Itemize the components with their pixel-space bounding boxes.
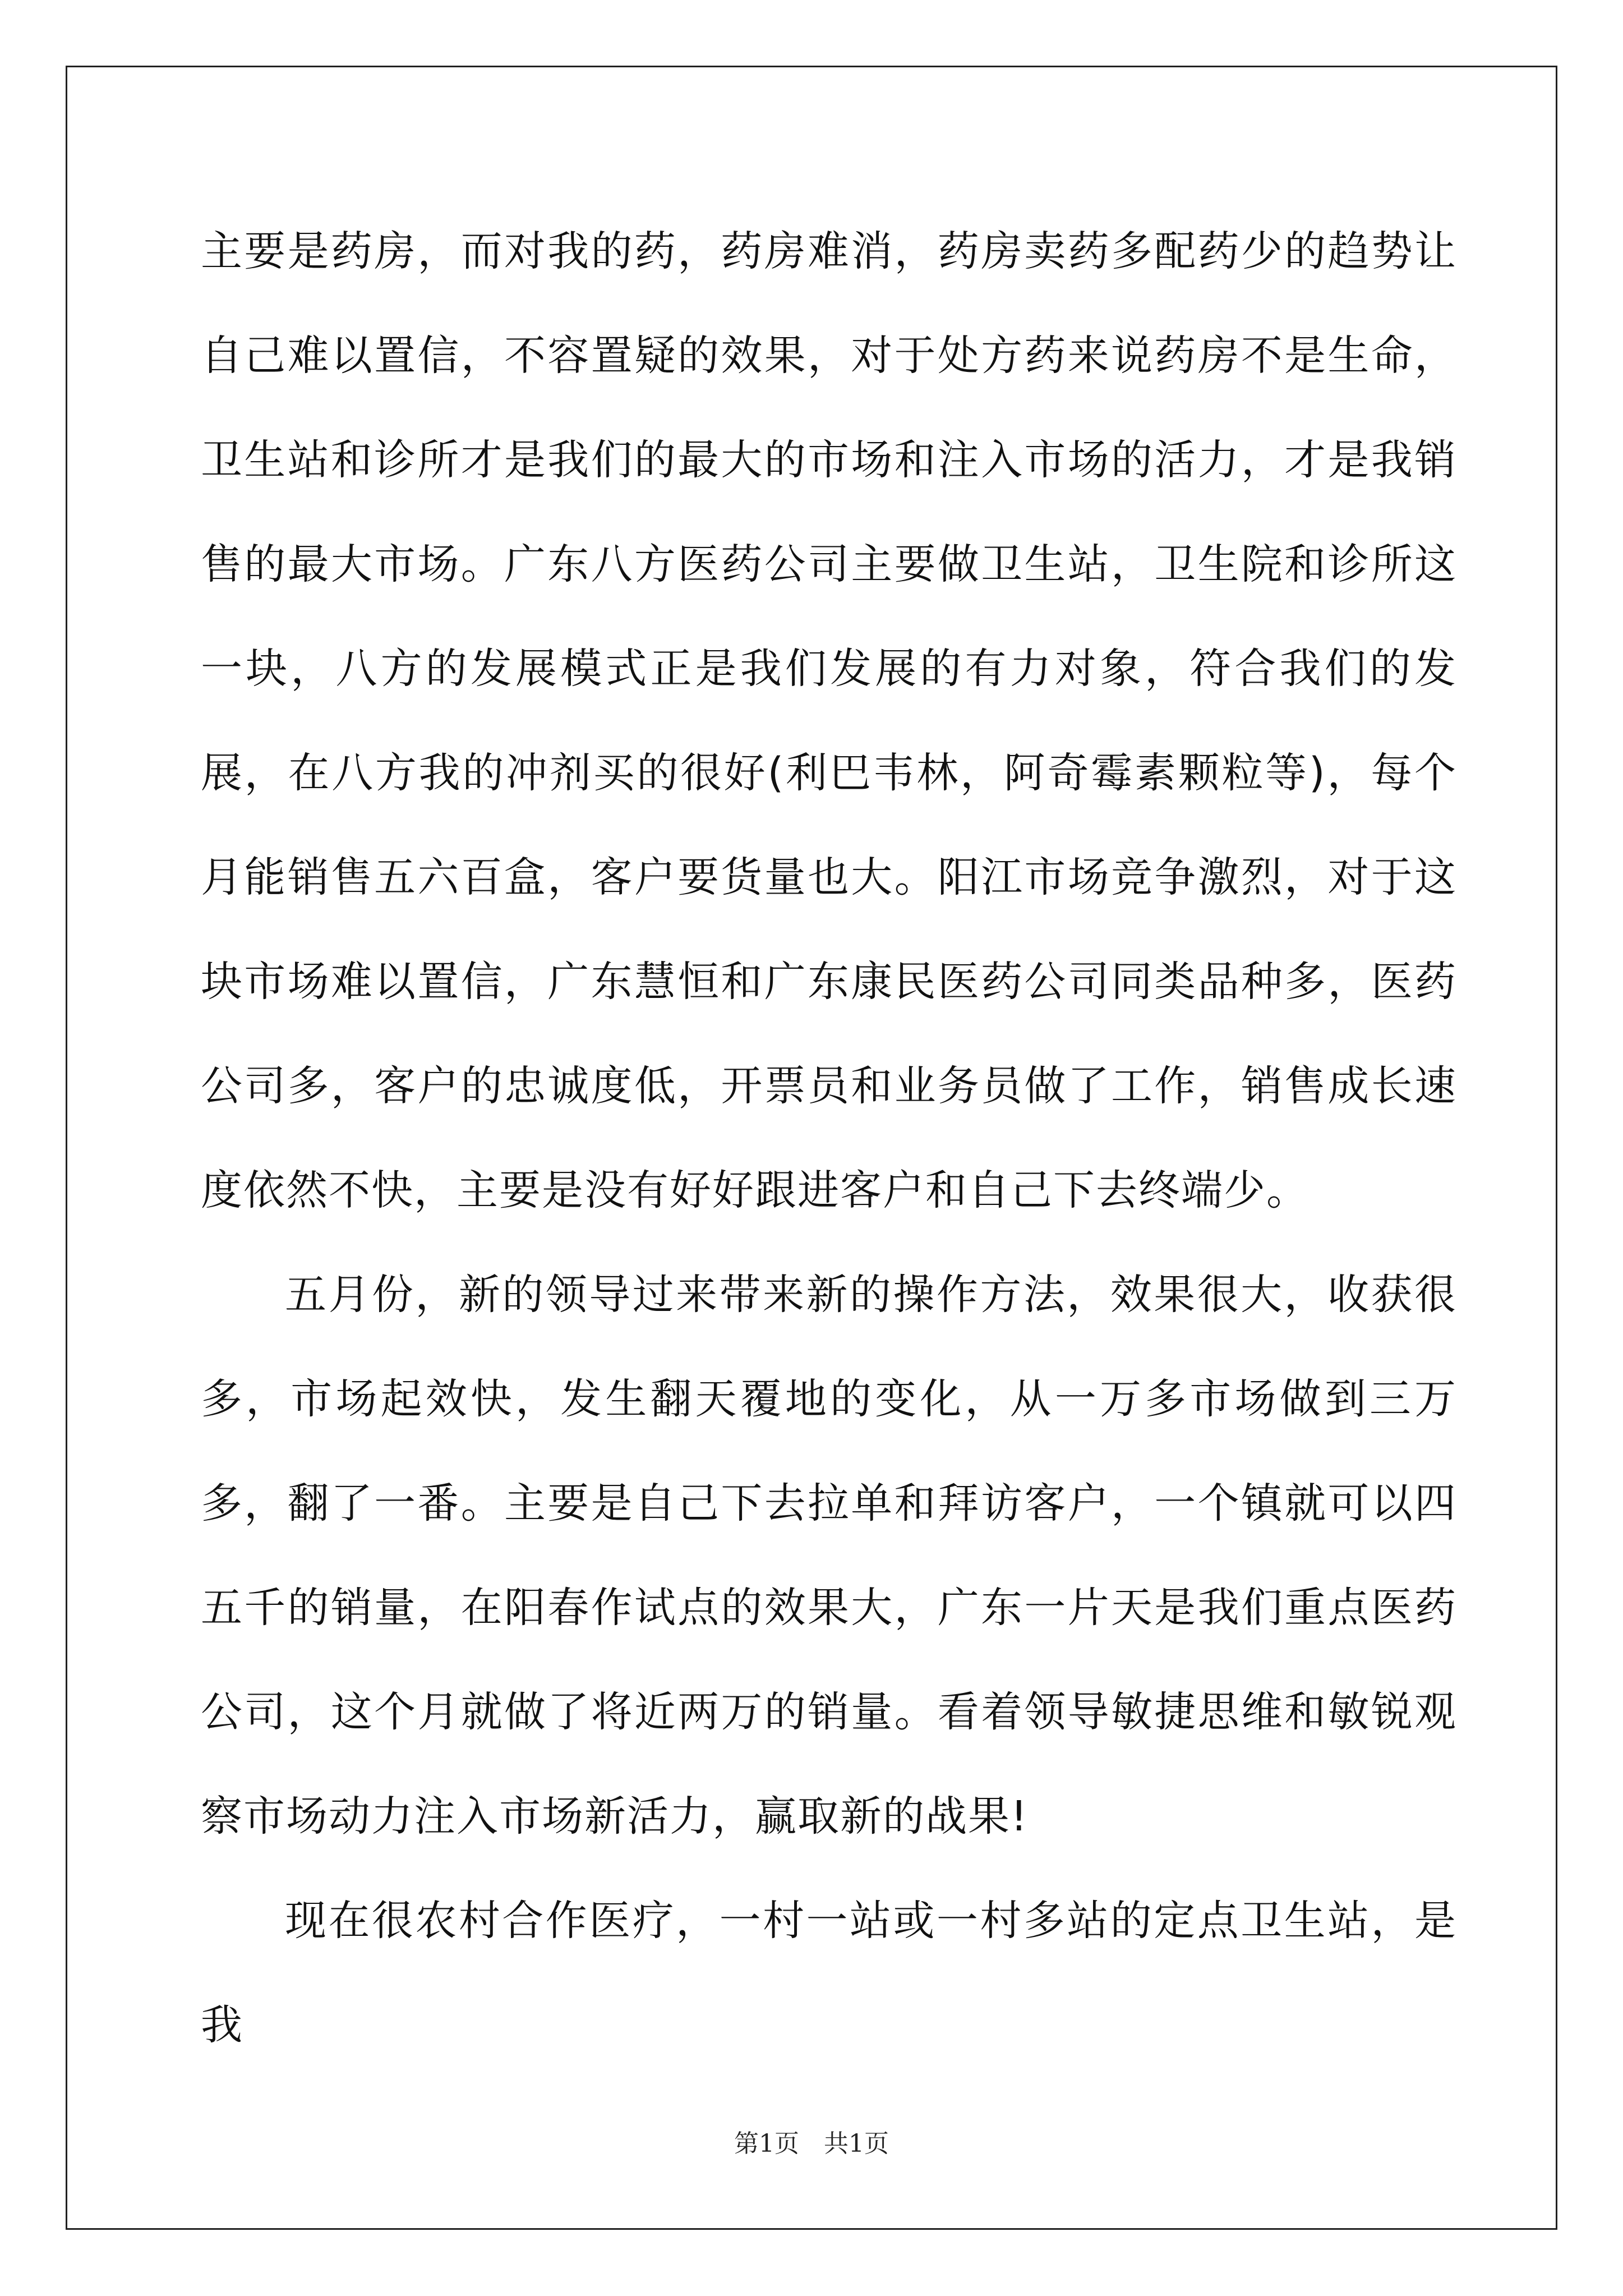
paragraph-3: 现在很农村合作医疗，一村一站或一村多站的定点卫生站，是我 bbox=[201, 1897, 1457, 2049]
paragraph-1: 主要是药房，而对我的药，药房难消，药房卖药多配药少的趋势让自己难以置信，不容置疑的效果，对于处方药来说药房不是生命，卫生站和诊所才是我们的最大的市场和注入市场的活力，才是我销售的最大市场。广东八方医药公司主要做卫生站，卫生院和诊所这一块，八方的发展模式正是我们发展的有力对象，符合我们的发展，在八方我的冲剂买的很好(利巴韦林，阿奇霉素颗粒等)，每个月能销售五六百盒，客户要货量也大。阳江市场竞争激烈，对于这块市场难以置信，广东慧恒和广东康民医药公司同类品种多，医药公司多，客户的忠诚度低，开票员和业务员做了工作，销售成长速度依然不快，主要是没有好好跟进客户和自己下去终端少。 bbox=[201, 227, 1457, 1214]
page-footer: 第1页 共1页 bbox=[734, 2129, 889, 2158]
document-body bbox=[201, 199, 1457, 2077]
paragraph-2: 五月份，新的领导过来带来新的操作方法，效果很大，收获很多，市场起效快，发生翻天覆地的变化，从一万多市场做到三万多，翻了一番。主要是自己下去拉单和拜访客户，一个镇就可以四五千的销量，在阳春作试点的效果大，广东一片天是我们重点医药公司，这个月就做了将近两万的销量。看着领导敏捷思维和敏锐观察市场动力注入市场新活力，赢取新的战果! bbox=[201, 1271, 1457, 1841]
